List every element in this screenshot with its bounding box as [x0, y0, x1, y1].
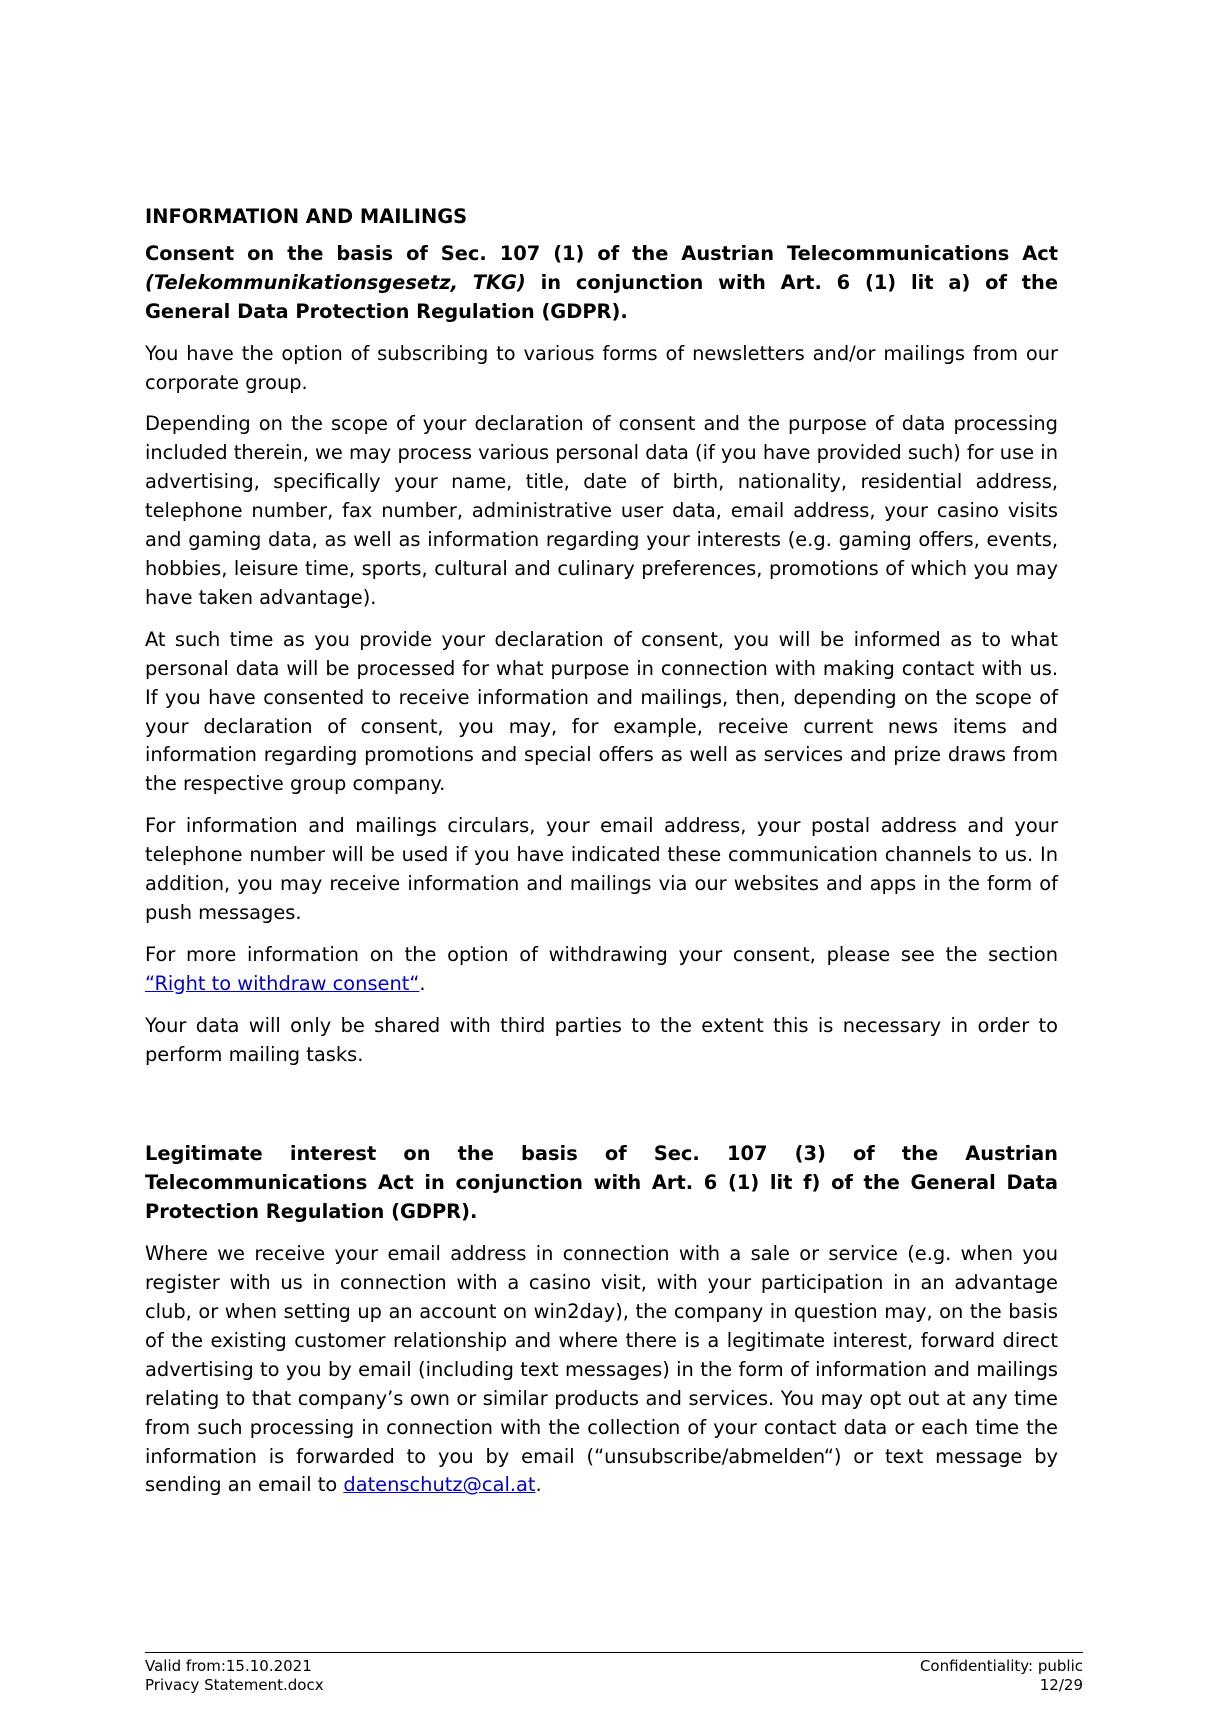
withdraw-text: For more information on the option of withdrawing your consent, please see the section — [145, 942, 1058, 966]
legitimate-end: . — [535, 1473, 542, 1497]
page-number: 12/29 — [1039, 1676, 1083, 1694]
page-footer — [145, 1652, 1083, 1695]
right-to-withdraw-link[interactable]: “Right to withdraw consent“ — [145, 971, 420, 995]
paragraph-subscribe: You have the option of subscribing to various forms of newsletters and/or mailings from our corporate group. — [145, 341, 1058, 394]
email-link[interactable]: datenschutz@cal.at — [343, 1473, 536, 1497]
withdraw-end: . — [419, 971, 426, 995]
section-title: INFORMATION AND MAILINGS — [145, 205, 468, 228]
consent-heading-part2: in conjunction with Art. 6 (1) lit a) of the General Data Protection Regulation (GDPR). — [145, 270, 1058, 323]
consent-heading-italic: (Telekommunikationsgesetz, TKG) — [145, 270, 526, 294]
footer-row-bottom — [145, 1676, 1083, 1695]
confidentiality: Confidentiality: public — [919, 1657, 1083, 1675]
legitimate-text: Where we receive your email address in connection with a sale or service (e.g. when you register with us in connection with a casino visit, with your participation in an advantage club, or when setting up an account on win2day), the company in question may, on the basis of the existing customer relationship and where there is a legitimate interest, forward direct advertising to you by email (including text messages) in the form of information and mailings relating to that company’s own or similar products and services. You may opt out at any time from such processing in connection with the collection of your contact data or each time the information is forwarded to you by email (“unsubscribe/abmelden“) or text message by sending an email to — [145, 1242, 1058, 1497]
file-name: Privacy Statement.docx — [145, 1676, 324, 1694]
footer-row-top — [145, 1657, 1083, 1676]
paragraph-channels: For information and mailings circulars, your email address, your postal address and your telephone number will be used if you have indicated these communication channels to us. In addition, you may receive information and mailings via our websites and apps in the form of push messages. — [145, 814, 1058, 924]
paragraph-third-parties: Your data will only be shared with third parties to the extent this is necessary in order to perform mailing tasks. — [145, 1013, 1058, 1066]
document-body — [145, 203, 1058, 1513]
paragraph-withdraw — [145, 941, 1058, 999]
paragraph-personal-data: Depending on the scope of your declaration of consent and the purpose of data processing included therein, we may process various personal data (if you have provided such) for use in advertising, specifically your name, title, date of birth, nationality, residential address, telephone number, fax number, administrative user data, email address, your casino visits and gaming data, as well as information regarding your interests (e.g. gaming offers, events, hobbies, leisure time, sports, cultural and culinary preferences, promotions of which you may have taken advantage). — [145, 412, 1058, 609]
legitimate-interest-heading: Legitimate interest on the basis of Sec. 107 (3) of the Austrian Telecommunications Act in conjunction with Art. 6 (1) lit f) of the General Data Protection Regulation (GDPR). — [145, 1142, 1058, 1224]
consent-heading-part1: Consent on the basis of Sec. 107 (1) of the Austrian Telecommunications Act — [145, 241, 1058, 265]
section-spacer — [145, 1082, 1058, 1140]
paragraph-legitimate-interest — [145, 1240, 1058, 1500]
valid-from: Valid from:15.10.2021 — [145, 1657, 312, 1675]
paragraph-consent-info: At such time as you provide your declaration of consent, you will be informed as to what personal data will be processed for what purpose in connection with making contact with us. If you have consented to receive information and mailings, then, depending on the scope of your declaration of consent, you may, for example, receive current news items and information regarding promotions and special offers as well as services and prize draws from the respective group company. — [145, 627, 1058, 796]
consent-heading — [145, 240, 1058, 327]
